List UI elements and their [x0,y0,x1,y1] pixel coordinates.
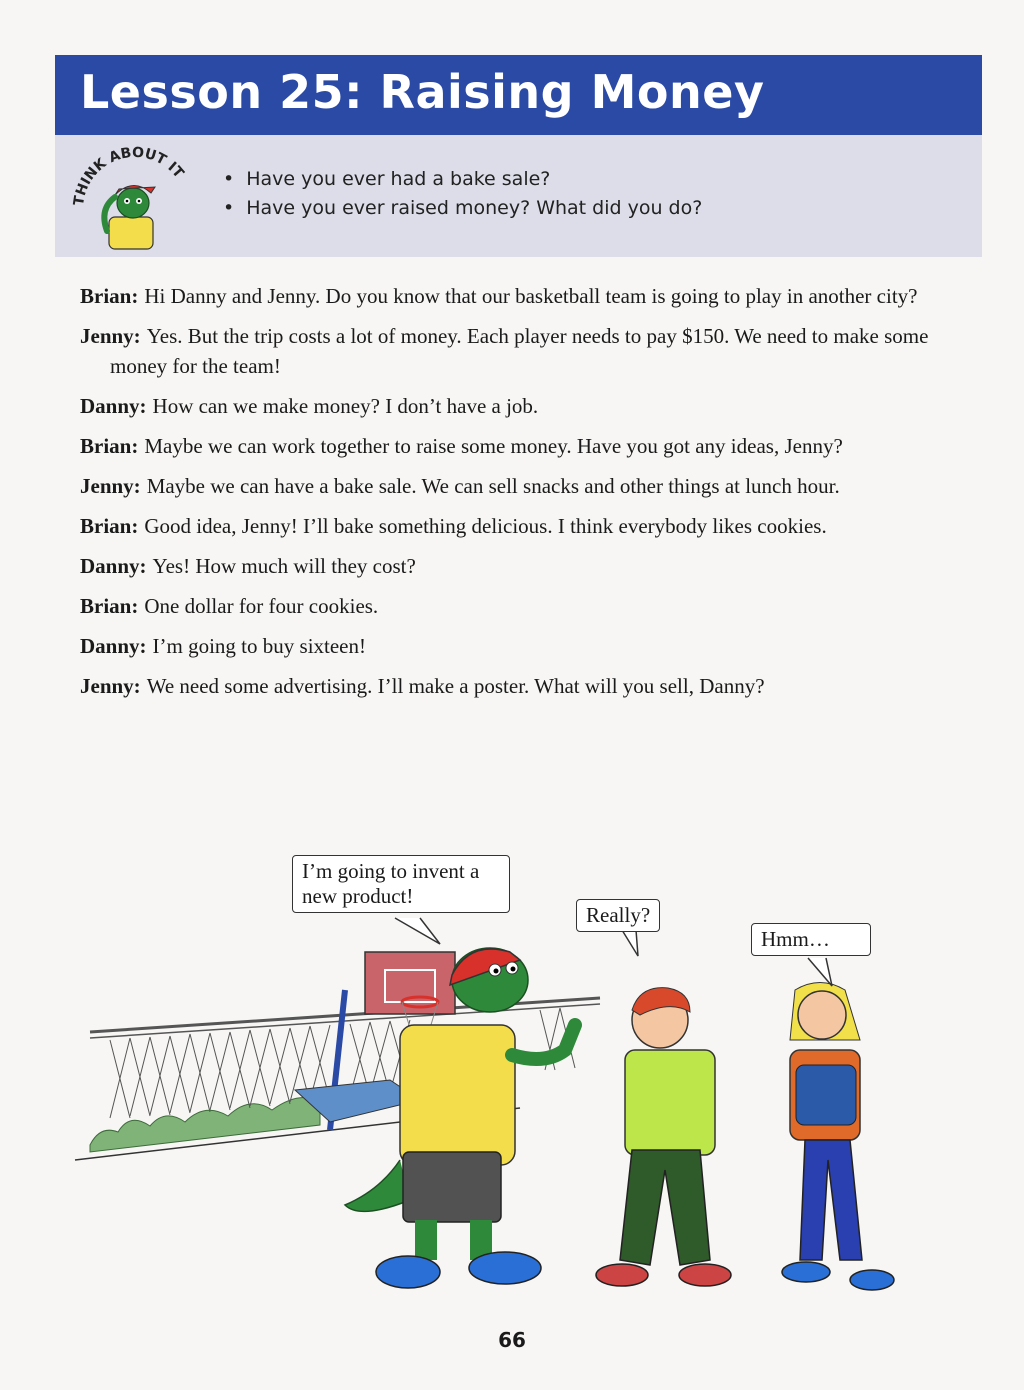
line-text: We need some advertising. I’ll make a poster. What will you sell, Danny? [146,674,765,698]
speaker: Danny: [80,634,147,658]
speaker: Brian: [80,284,139,308]
line-text: Maybe we can work together to raise some money. Have you got any ideas, Jenny? [144,434,843,458]
dialogue [80,281,980,711]
dialogue-line [80,551,980,581]
think-question: • Have you ever raised money? What did you do? [223,194,702,223]
bushes [90,1098,320,1153]
speaker: Danny: [80,554,147,578]
dialogue-line [80,631,980,661]
speaker: Jenny: [80,324,141,348]
think-about-it-box [55,135,982,257]
think-about-questions [223,165,702,223]
speaker: Jenny: [80,474,141,498]
speaker: Jenny: [80,674,141,698]
dialogue-line [80,321,980,381]
title-bar [55,55,982,135]
speaker: Brian: [80,514,139,538]
think-about-it-logo-text: THINK ABOUT IT [70,144,187,207]
dialogue-line [80,281,980,311]
bubble-tail [622,930,638,956]
line-text: Yes. But the trip costs a lot of money. Each player needs to pay $150. We need to make some money for the team! [110,324,929,378]
think-about-it-logo [63,139,203,255]
speaker: Brian: [80,594,139,618]
danny-character [596,988,731,1286]
dialogue-line [80,471,980,501]
line-text: I’m going to buy sixteen! [152,634,366,658]
speaker: Brian: [80,434,139,458]
line-text: Good idea, Jenny! I’ll bake something delicious. I think everybody likes cookies. [144,514,827,538]
line-text: Hi Danny and Jenny. Do you know that our basketball team is going to play in another city? [144,284,918,308]
page-number: 66 [498,1328,526,1352]
speech-bubble-brian: I’m going to invent a new product! [292,855,510,913]
dialogue-line [80,391,980,421]
speech-bubble-danny: Really? [576,899,660,932]
illustration-drawing [0,840,1024,1310]
bubble-tail [808,958,832,986]
bubble-tail [395,918,440,944]
dialogue-line [80,671,980,701]
page-title: Lesson 25: Raising Money [80,65,765,119]
speaker: Danny: [80,394,147,418]
line-text: Yes! How much will they cost? [152,554,416,578]
dialogue-line [80,511,980,541]
illustration [0,840,1024,1310]
line-text: One dollar for four cookies. [144,594,379,618]
dialogue-line [80,431,980,461]
line-text: Maybe we can have a bake sale. We can sell snacks and other things at lunch hour. [146,474,840,498]
dialogue-line [80,591,980,621]
jenny-character [782,983,894,1291]
line-text: How can we make money? I don’t have a job. [152,394,539,418]
speech-bubble-jenny: Hmm… [751,923,871,956]
think-question: • Have you ever had a bake sale? [223,165,702,194]
